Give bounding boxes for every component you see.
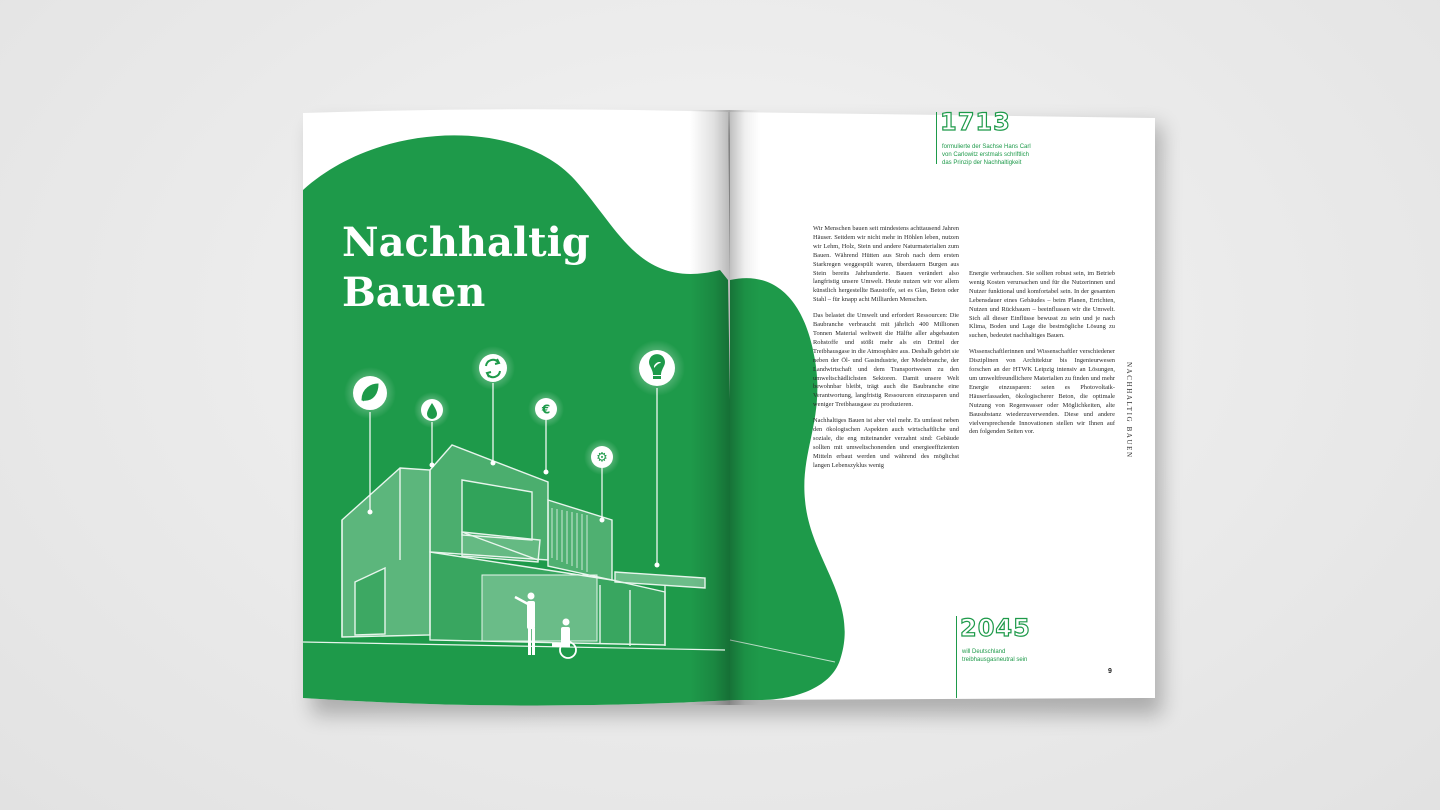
stat-bottom-number: 2045 [960,614,1031,642]
column-2-paragraph-2: Wissenschaftlerinnen und Wissenschaftler verschiedener Disziplinen von Architektur bis Ingenieurwesen forschen an der HTWK Leipzig intensiv an Lösungen, um umweltfreundlichere Materialien zu finden und mehr Energie einzusparen: seien es Photovoltaik-Häuserfassaden, ökologischerer Beton, die optimale Nutzung von Regenwasser oder Möglichkeiten, alte Bausubstanz wiederzuverwenden. Diese und andere vielversprechende Innovationen stellen wir Ihnen auf den folgenden Seiten vor. [969,348,1115,436]
text-column-2 [969,270,1115,444]
running-head-vertical: NACHHALTIG BAUEN [1125,362,1133,459]
page-number: 9 [1108,668,1112,675]
stat-bottom-note [962,648,1027,664]
stat-bottom-note-line-2: treibhausgasneutral sein [962,657,1028,663]
title-line-2: Bauen [342,269,486,316]
stat-top-note-line-1: formulierte der Sachse Hans Carl [942,144,1031,150]
title-line-1: Nachhaltig [342,219,590,266]
column-1-paragraph-3: Nachhaltiges Bauen ist aber viel mehr. Es umfasst neben den ökologischen Aspekten auch wirtschaftliche und soziale, die eng miteinander verzahnt sind: Gebäude sollten mit umweltschonenden und energieeffizienten Mitteln erbaut werden und während des möglichst langen Lebenszyklus wenig [813,417,959,469]
page-title [342,218,590,318]
stat-top-note [942,143,1031,167]
column-2-paragraph-1: Energie verbrauchen. Sie sollten robust sein, im Betrieb wenig Kosten verursachen und für die Nutzerinnen und Nutzer funktional und komfortabel sein. In der gesamten Lebensdauer eines Gebäudes – beim Planen, Errichten, Nutzen und Rückbauen – beeinflussen wir die Umwelt. Sich all dieser Einflüsse bewusst zu sein und je nach Klima, Boden und Lage die bestmögliche Lösung zu suchen, bedeutet nachhaltiges Bauen. [969,270,1115,340]
gear-icon: ⚙ [596,450,608,466]
stat-top-note-line-2: von Carlowitz erstmals schriftlich [942,152,1030,158]
stat-top-rule [936,112,937,164]
column-1-paragraph-1: Wir Menschen bauen seit mindestens achttausend Jahren Häuser. Seitdem wir nicht mehr in Höhlen leben, nutzen wir Lehm, Holz, Stein und andere Naturmaterialien zum Bauen. Während Hütten aus Stroh nach dem ersten Starkregen weggespült waren, überdauern Burgen aus Stein bereits Jahrhunderte. Bauen verändert also langfristig unsere Umwelt. Heute nutzen wir vor allem künstlich hergestellte Baustoffe, sei es Glas, Beton oder Stahl – für knapp acht Milliarden Menschen. [813,225,959,304]
stat-top-number: 1713 [940,108,1011,136]
column-1-paragraph-2: Das belastet die Umwelt und erfordert Ressourcen: Die Baubranche verbraucht mit jährlich 400 Millionen Tonnen Material weltweit die Hälfte aller abgebauten Rohstoffe und stößt mehr als ein Drittel der Treibhausgase in die Atmosphäre aus. Deshalb gehört sie neben der Öl- und Gasindustrie, der Modebranche, der Landwirtschaft und dem Transportwesen zu den umweltschädlichsten Sektoren. Damit unsere Welt bewohnbar bleibt, trägt auch die Baubranche eine Verantwortung, langfristig Ressourcen einzusparen und weniger Treibhausgase zu produzieren. [813,312,960,409]
euro-icon: € [541,402,551,417]
stat-bottom-rule [956,616,957,698]
text-column-1 [813,225,959,478]
stat-top-note-line-3: das Prinzip der Nachhaltigkeit [942,160,1022,166]
stat-bottom-note-line-1: will Deutschland [962,649,1006,655]
